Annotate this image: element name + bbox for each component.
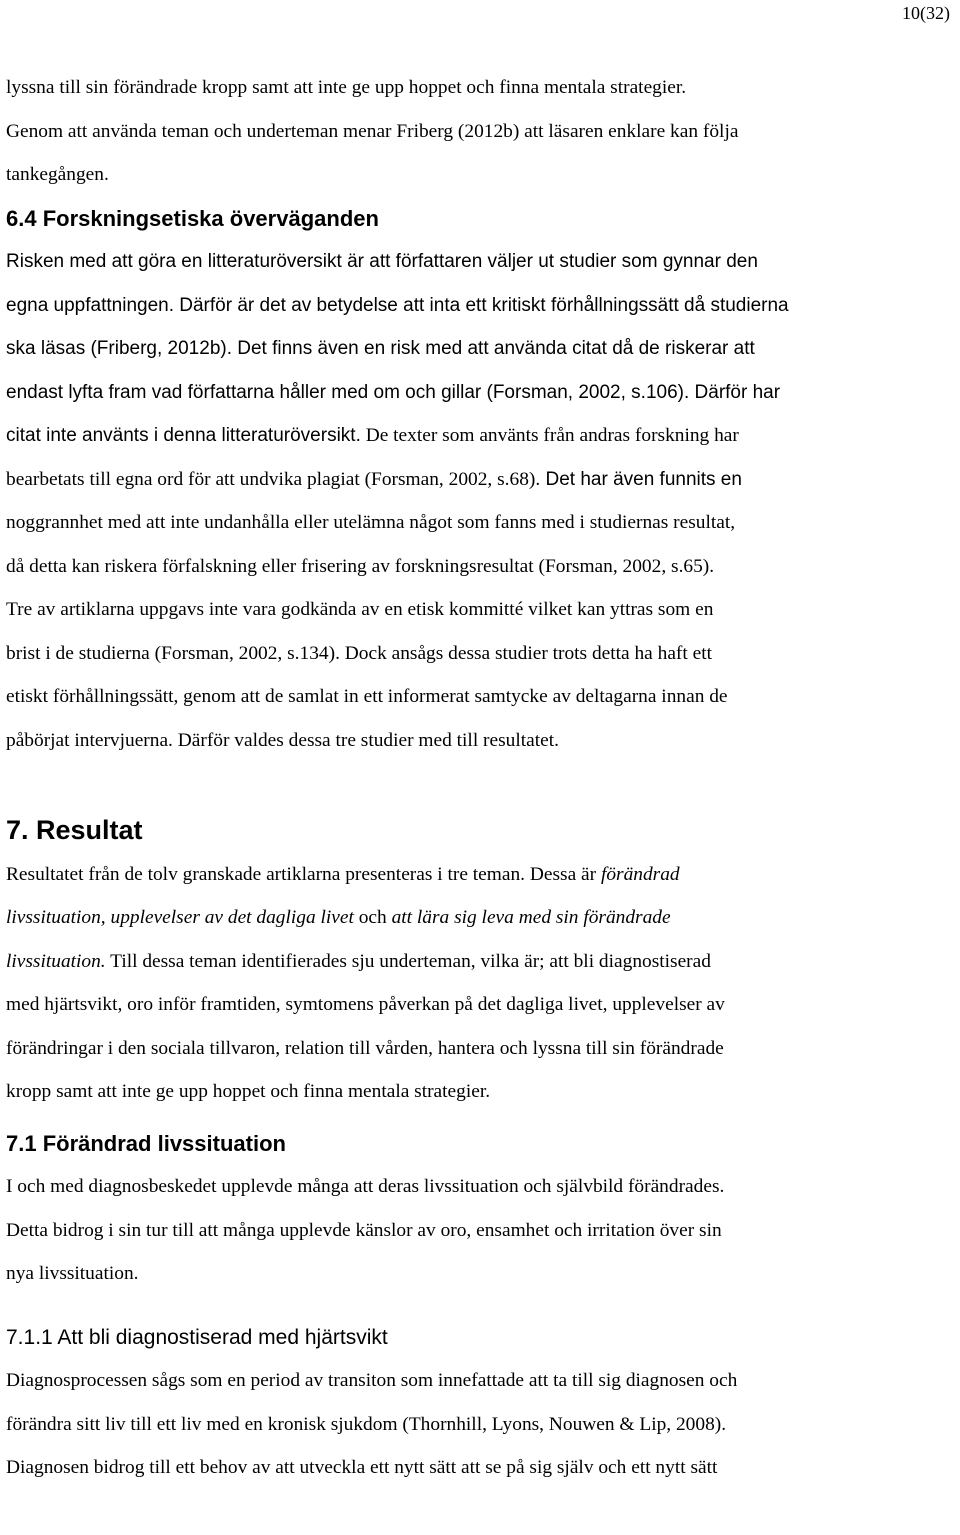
text-span-italic: livssituation. <box>6 950 106 972</box>
text-span-italic: förändrad <box>600 863 680 885</box>
text-span-italic: att lära sig leva med sin förändrade <box>391 907 671 928</box>
document-body <box>6 66 956 1490</box>
text-span: Till dessa teman identifierades sju underteman, vilka är; att bli diagnostiserad <box>105 950 711 972</box>
text-line: förändra sitt liv till ett liv med en kronisk sjukdom (Thornhill, Lyons, Nouwen & Lip, 2008). <box>6 1413 727 1435</box>
text-line: med hjärtsvikt, oro inför framtiden, symtomens påverkan på det dagliga livet, upplevelser av <box>6 994 725 1015</box>
text-span-italic: livssituation, upplevelser av det dagliga livet <box>6 907 354 928</box>
text-line: Diagnosen bidrog till ett behov av att utveckla ett nytt sätt att se på sig själv och ett nytt sätt <box>6 1457 718 1478</box>
text-line: Genom att använda teman och underteman menar Friberg (2012b) att läsaren enklare kan följa <box>6 120 739 142</box>
heading-6-4: 6.4 Forskningsetiska överväganden <box>6 205 379 231</box>
text-line: förändringar i den sociala tillvaron, relation till vården, hantera och lyssna till sin förändrade <box>6 1037 724 1059</box>
text-line: noggrannhet med att inte undanhålla eller utelämna något som fanns med i studiernas resultat, <box>6 512 736 533</box>
paragraph-7 <box>6 853 956 1114</box>
text-span: Det har även funnits en <box>540 468 742 490</box>
text-line: brist i de studierna (Forsman, 2002, s.134). Dock ansågs dessa studier trots detta ha haft ett <box>6 642 712 664</box>
text-line <box>6 414 956 458</box>
text-line: I och med diagnosbeskedet upplevde många att deras livssituation och självbild förändrades. <box>6 1176 725 1197</box>
heading-7-1-1: 7.1.1 Att bli diagnostiserad med hjärtsvikt <box>6 1325 388 1349</box>
section-gap <box>6 1114 956 1122</box>
text-line: Diagnosprocessen sågs som en period av transiton som innefattade att ta till sig diagnosen och <box>6 1370 738 1391</box>
text-line: lyssna till sin förändrade kropp samt att inte ge upp hoppet och finna mentala strategier. <box>6 77 687 98</box>
heading-7-1: 7.1 Förändrad livssituation <box>6 1130 286 1156</box>
text-span: citat inte använts i denna litteraturöversikt. <box>6 425 361 446</box>
section-gap <box>6 762 956 809</box>
page-number: 10(32) <box>902 3 950 23</box>
paragraph-7-1 <box>6 1165 956 1296</box>
text-line <box>6 458 956 502</box>
text-line: kropp samt att inte ge upp hoppet och finna mentala strategier. <box>6 1081 491 1102</box>
text-line: påbörjat intervjuerna. Därför valdes dessa tre studier med till resultatet. <box>6 729 559 751</box>
text-line <box>6 853 956 897</box>
text-line: Risken med att göra en litteraturöversikt är att författaren väljer ut studier som gynnar den <box>6 251 758 272</box>
text-line: Detta bidrog i sin tur till att många upplevde känslor av oro, ensamhet och irritation över sin <box>6 1219 722 1241</box>
text-line: egna uppfattningen. Därför är det av betydelse att inta ett kritiskt förhållningssätt då studierna <box>6 294 789 316</box>
text-span: Resultatet från de tolv granskade artiklarna presenteras i tre teman. Dessa är <box>6 863 601 885</box>
heading-7: 7. Resultat <box>6 815 143 845</box>
paragraph-6-4 <box>6 240 956 762</box>
paragraph-7-1-1 <box>6 1359 956 1490</box>
text-line: endast lyfta fram vad författarna håller med om och gillar (Forsman, 2002, s.106). Därför har <box>6 381 781 403</box>
text-span: De texter som använts från andras forskning har <box>360 425 739 446</box>
section-gap <box>6 1296 956 1316</box>
text-line <box>6 896 956 940</box>
text-span: bearbetats till egna ord för att undvika plagiat (Forsman, 2002, s.68). <box>6 468 541 490</box>
text-line: tankegången. <box>6 164 109 185</box>
text-line: då detta kan riskera förfalskning eller frisering av forskningsresultat (Forsman, 2002, s.65). <box>6 555 715 577</box>
text-line: nya livssituation. <box>6 1263 139 1284</box>
text-line: ska läsas (Friberg, 2012b). Det finns även en risk med att använda citat då de riskerar att <box>6 338 755 359</box>
text-line: Tre av artiklarna uppgavs inte vara godkända av en etisk kommitté vilket kan yttras som en <box>6 599 714 620</box>
paragraph-intro <box>6 66 956 197</box>
text-line: etiskt förhållningssätt, genom att de samlat in ett informerat samtycke av deltagarna innan de <box>6 686 728 707</box>
text-line <box>6 940 956 984</box>
text-span: och <box>353 907 392 928</box>
